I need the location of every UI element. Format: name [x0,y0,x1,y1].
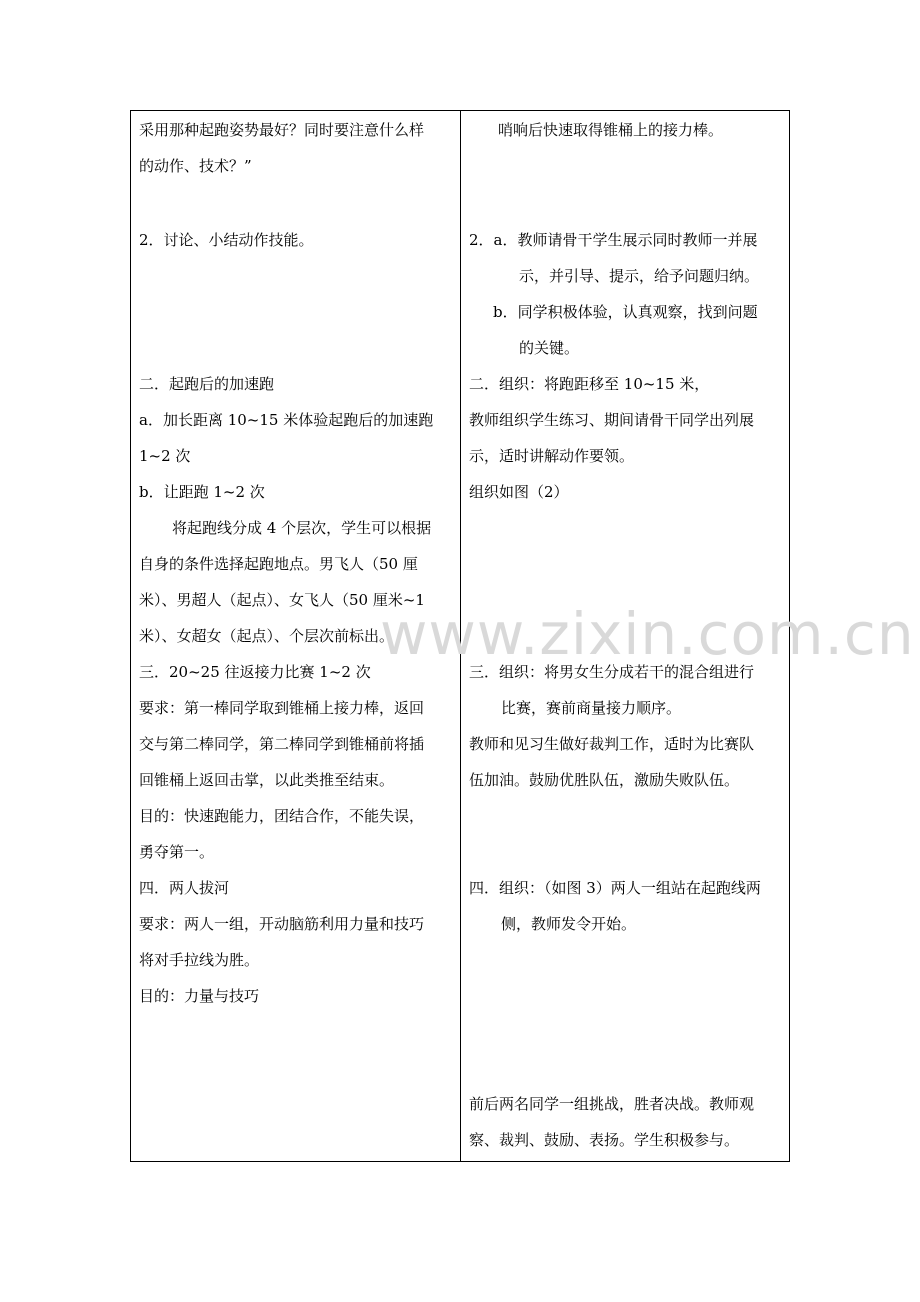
right-text-line: 的关键。 [519,339,580,357]
watermark: www.zixin.com.cn [380,600,915,668]
left-text-line: 米）、女超女（起点）、个层次前标出。 [139,627,395,645]
right-text-line: 伍加油。鼓励优胜队伍，激励失败队伍。 [469,771,740,789]
left-text-line: 三．20~25 往返接力比赛 1~2 次 [139,663,371,681]
left-text-line: 回锥桶上返回击掌，以此类推至结束。 [139,771,395,789]
right-text-line: 哨响后快速取得锥桶上的接力棒。 [498,121,724,139]
left-text-line: 将对手拉线为胜。 [139,951,260,969]
left-text-line: 2．讨论、小结动作技能。 [139,231,314,249]
left-text-line: 要求：两人一组，开动脑筋利用力量和技巧 [139,915,425,933]
right-text-line: 侧，教师发令开始。 [501,915,637,933]
left-text-line: a．加长距离 10~15 米体验起跑后的加速跑 [139,411,434,429]
right-text-line: 组织如图（2） [469,483,569,501]
left-text-line: 自身的条件选择起跑地点。男飞人（50 厘 [139,555,418,573]
right-text-line: 二．组织：将跑距移至 10~15 米， [469,375,710,393]
left-text-line: 要求：第一棒同学取到锥桶上接力棒，返回 [139,699,425,717]
left-text-line: 二．起跑后的加速跑 [139,375,275,393]
left-text-line: 的动作、技术？” [139,157,252,175]
right-text-line: b．同学积极体验，认真观察，找到问题 [493,303,758,321]
left-text-line: 四．两人拔河 [139,879,230,897]
right-text-line: 前后两名同学一组挑战，胜者决战。教师观 [469,1095,755,1113]
right-text-line: 教师组织学生练习、期间请骨干同学出列展 [469,411,755,429]
right-text-line: 示，并引导、提示，给予问题归纳。 [519,267,760,285]
left-text-line: 米）、男超人（起点）、女飞人（50 厘米~1 [139,591,425,609]
right-text-line: 三．组织：将男女生分成若干的混合组进行 [469,663,755,681]
left-text-line: 目的：快速跑能力，团结合作，不能失误， [139,807,425,825]
left-text-line: 将起跑线分成 4 个层次，学生可以根据 [172,519,432,537]
left-text-line: 1~2 次 [139,447,191,465]
right-text-line: 2．a．教师请骨干学生展示同时教师一并展 [469,231,758,249]
left-text-line: 采用那种起跑姿势最好？同时要注意什么样 [139,121,425,139]
left-text-line: 勇夺第一。 [139,843,215,861]
right-text-line: 示，适时讲解动作要领。 [469,447,635,465]
right-text-line: 察、裁判、鼓励、表扬。学生积极参与。 [469,1131,740,1149]
left-text-line: 交与第二棒同学，第二棒同学到锥桶前将插 [139,735,425,753]
right-text-line: 比赛，赛前商量接力顺序。 [501,699,682,717]
left-text-line: b．让距跑 1~2 次 [139,483,265,501]
right-text-line: 教师和见习生做好裁判工作，适时为比赛队 [469,735,755,753]
left-text-line: 目的：力量与技巧 [139,987,260,1005]
right-text-line: 四．组织：（如图 3）两人一组站在起跑线两 [469,879,761,897]
